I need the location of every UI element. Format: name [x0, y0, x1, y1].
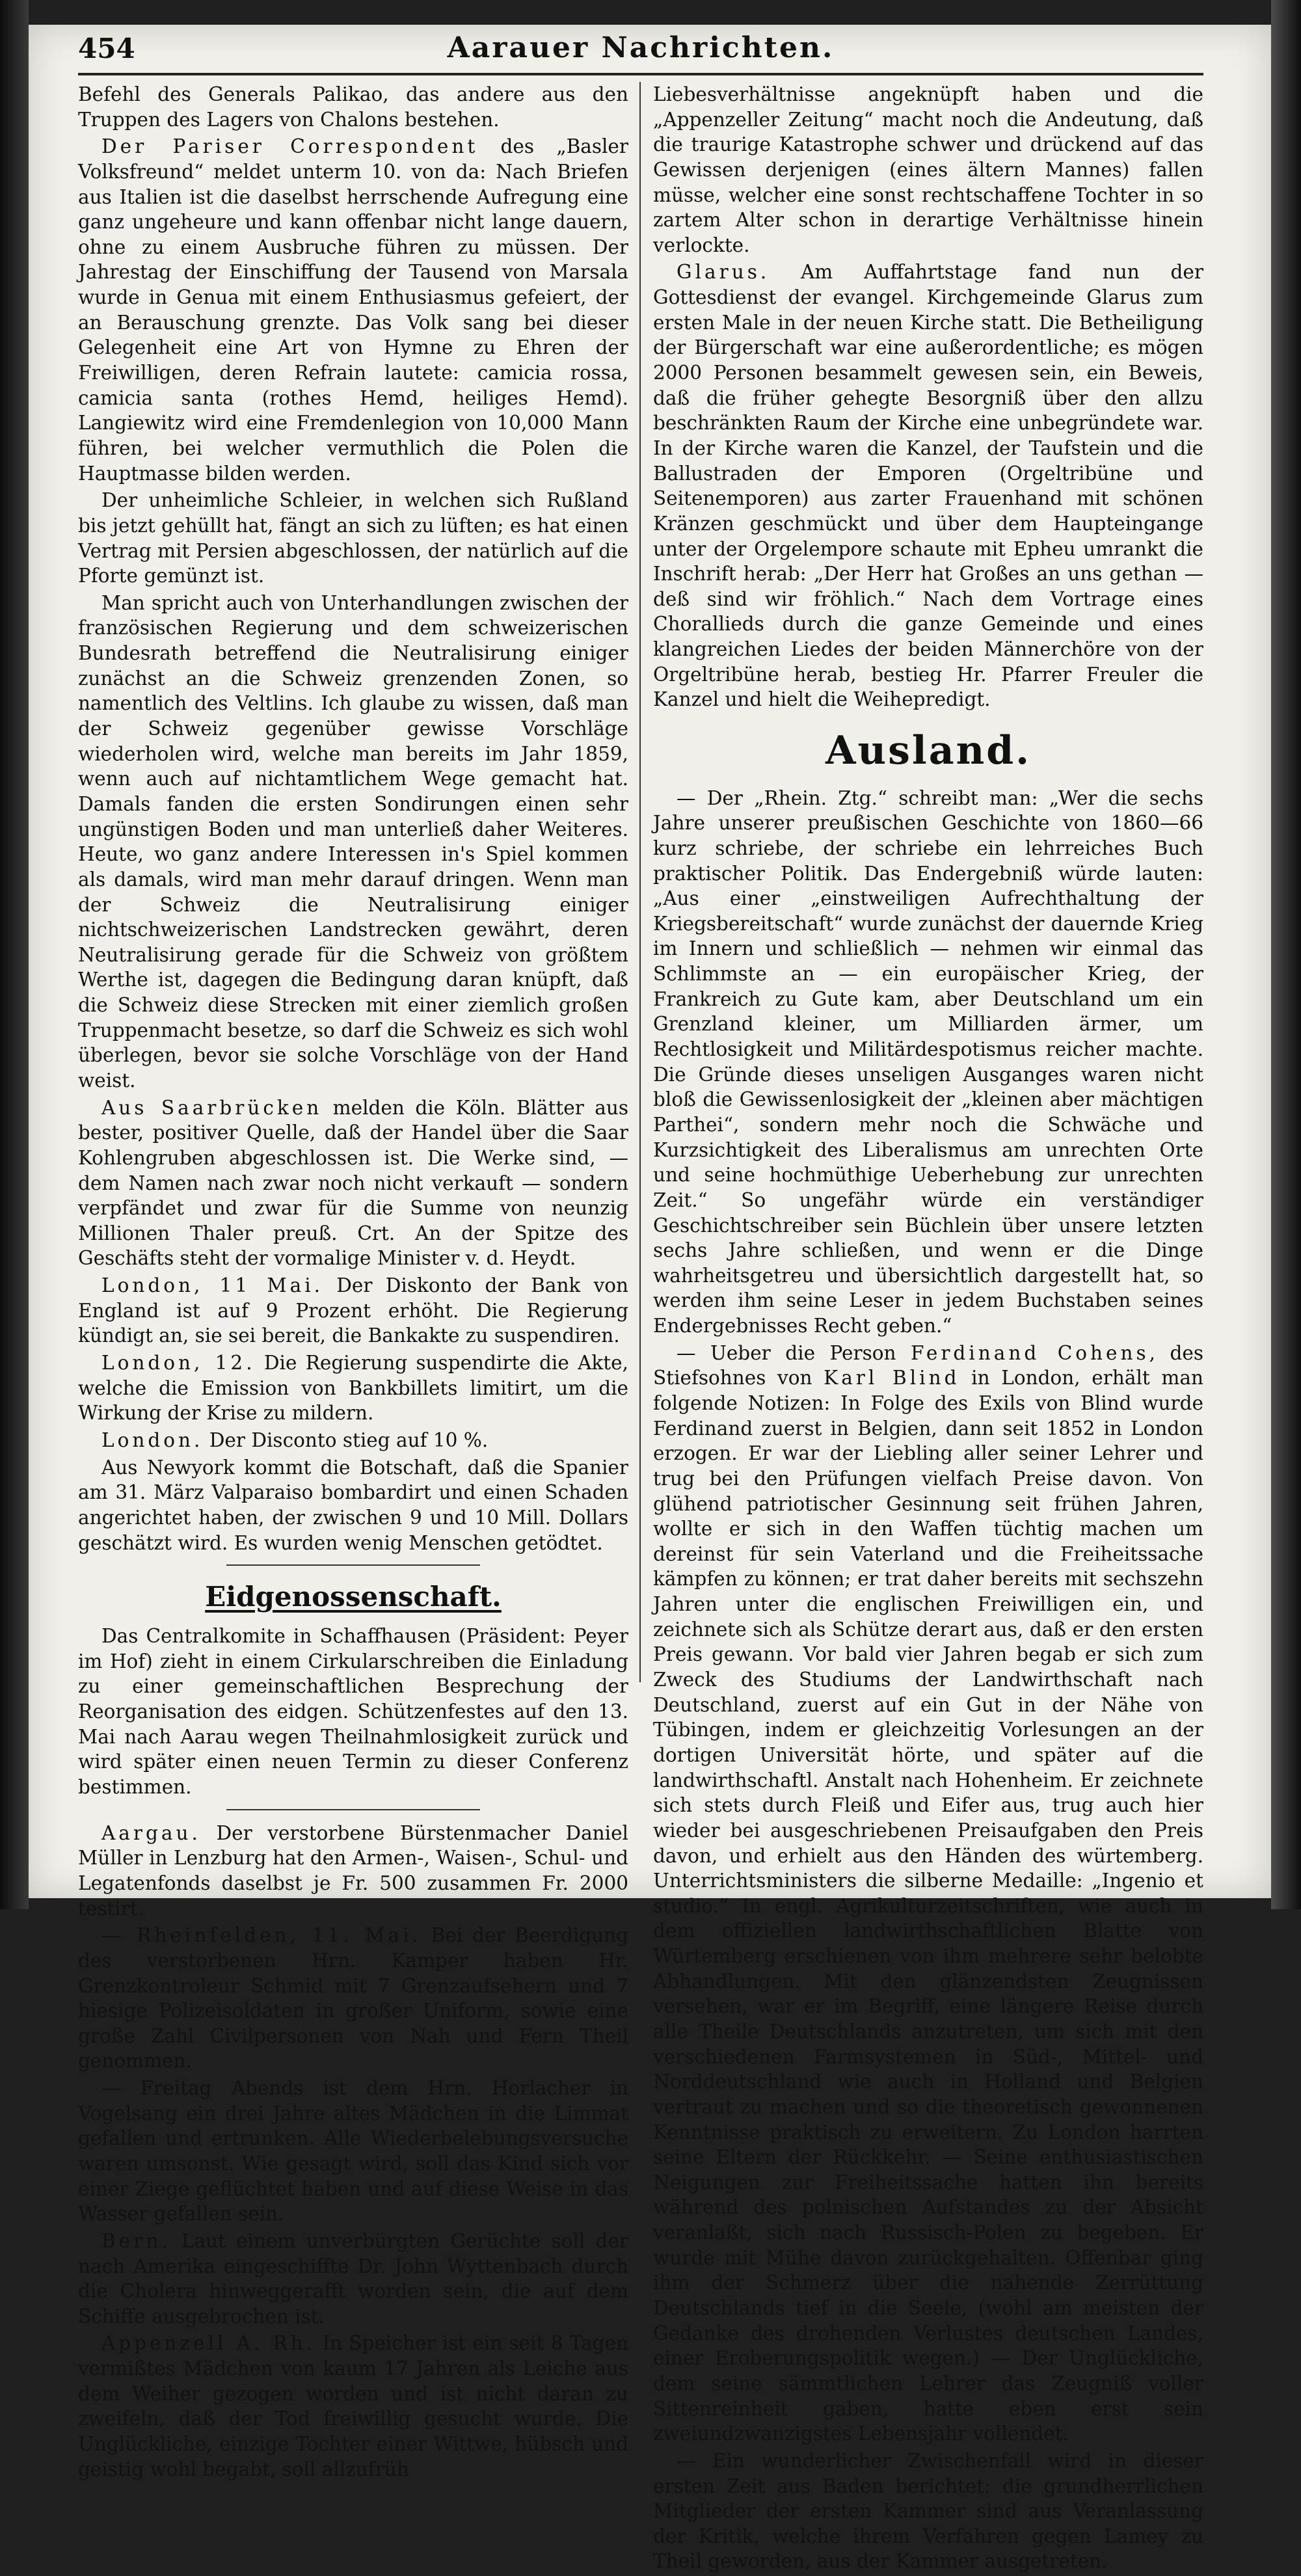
paragraph-text: , des Stiefsohnes von: [653, 1341, 1203, 1389]
dateline: London.: [101, 1429, 204, 1451]
book-spine: [0, 0, 29, 1909]
paragraph-text: melden die Köln. Blätter aus bester, positiver Quelle, daß der Handel über die Saar Kohlengruben abgeschlossen ist. Die Werke sind, — dem Namen nach zwar noch nicht verkauft — sondern verpfändet und zwar für die Summe von neunzig Millionen Thaler preuß. Crt. An der Spitze des Geschäfts steht der vormalige Minister v. d. Heydt.: [78, 1096, 628, 1270]
dateline: Glarus.: [677, 261, 770, 284]
article-paragraph: [653, 260, 1203, 712]
section-divider: [226, 1809, 479, 1810]
dateline: Aargau.: [101, 1821, 201, 1844]
column-rule: [639, 82, 641, 1682]
article-paragraph: Aus Newyork kommt die Botschaft, daß die Spanier am 31. März Valparaiso bombardirt und einen Schaden angerichtet haben, der zwischen 9 und 10 Mill. Dollars geschätzt wird. Es wurden wenig Menschen getödtet.: [78, 1456, 628, 1554]
article-paragraph: — Ein wunderlicher Zwischenfall wird in dieser ersten Zeit aus Baden berichtet: die grundherrlichen Mitglieder der ersten Kammer sind aus Veranlassung der Kritik, welche ihrem Verfahren gegen Lamey zu Theil geworden, aus der Kammer ausgetreten.: [653, 2449, 1203, 2573]
header-rule: [78, 73, 1203, 75]
article-paragraph: [78, 2229, 628, 2329]
right-column: [653, 82, 1203, 2576]
paragraph-text: Der verstorbene Bürstenmacher Daniel Müller in Lenzburg hat den Armen-, Waisen-, Schul- und Legatenfonds daselbst je Fr. 500 zusammen Fr. 2000 testirt.: [78, 1821, 628, 1920]
article-paragraph: [78, 1350, 628, 1426]
paragraph-text: Der Disconto stieg auf 10 %.: [203, 1429, 489, 1451]
left-column: [78, 82, 628, 2484]
article-paragraph: Man spricht auch von Unterhandlungen zwischen der französischen Regierung und dem schweizerischen Bundesrath betreffend die Neutralisirung einiger zunächst an die Schweiz grenzenden Zonen, so namentlich des Veltlins. Ich glaube zu wissen, daß man der Schweiz gegenüber gewisse Vorschläge wiederholen wird, welche man bereits im Jahr 1859, wenn auch auf nichtamtlichem Wege gemacht hat. Damals fanden die ersten Sondirungen einen sehr ungünstigen Boden und man unterließ daher Weiteres. Heute, wo ganz andere Interessen in's Spiel kommen als damals, wird man mehr darauf dringen. Wenn man der Schweiz die Neutralisirung einiger nichtschweizerischen Landstrecken gewährt, deren Neutralisirung gerade für die Schweiz von größtem Werthe ist, dagegen die Bedingung daran knüpft, daß die Schweiz diese Strecken mit einer ziemlich großen Truppenmacht besetze, so darf die Schweiz es sich wohl überlegen, bevor sie solche Vorschläge von der Hand weist.: [78, 591, 628, 1092]
article-paragraph: [78, 134, 628, 486]
article-paragraph: Der unheimliche Schleier, in welchen sich Rußland bis jetzt gehüllt hat, fängt an sich zu lüften; es hat einen Vertrag mit Persien abgeschlossen, der natürlich auf die Pforte gemünzt ist.: [78, 489, 628, 587]
person-name: Ferdinand Cohens: [911, 1341, 1149, 1364]
dateline: London, 11 Mai.: [101, 1274, 324, 1297]
dateline: Der Pariser Correspondent: [101, 135, 479, 158]
article-paragraph: [78, 1821, 628, 1922]
section-divider: [226, 1564, 479, 1566]
paragraph-text: Der Diskonto der Bank von England ist auf 9 Prozent erhöht. Die Regierung kündigt an, sie sei bereit, die Bankakte zu suspendiren.: [78, 1274, 628, 1347]
article-paragraph: — Der „Rhein. Ztg.“ schreibt man: „Wer die sechs Jahre unserer preußischen Geschichte von 1860—66 kurz schriebe, der schriebe ein lehrreiches Buch praktischer Politik. Das Endergebniß würde lauten: „Aus einer „einstweiligen Aufrechthaltung der Kriegsbereitschaft“ wurde zunächst der dauernde Krieg im Innern und schließlich — nehmen wir einmal das Schlimmste an — ein europäischer Krieg, der Frankreich zu Gute kam, aber Deutschland um ein Grenzland kleiner, um Milliarden ärmer, um Rechtlosigkeit und Militärdespotismus reicher machte. Die Gründe dieses unseligen Ausganges waren nicht bloß die Gewissenlosigkeit der „kleinen aber mächtigen Parthei“, sondern mehr noch die Schwäche und Kurzsichtigkeit des Liberalismus am unrechten Orte und seine hochmüthige Ueberhebung zur unrechten Zeit.“ So ungefähr würde ein verständiger Geschichtschreiber sein Büchlein über unsere letzten sechs Jahre schließen, und wenn er die Dinge wahrheitsgetreu und übersichtlich dargestellt hat, so werden ihm seine Leser in jedem Buchstaben seines Endergebnisses Recht geben.“: [653, 786, 1203, 1337]
article-paragraph: [78, 1095, 628, 1271]
paragraph-text: — Ueber die Person: [677, 1341, 911, 1364]
page-edge-shadow: [1271, 0, 1301, 1909]
dateline: Bern.: [101, 2229, 171, 2252]
paragraph-text: Bei der Beerdigung des verstorbenen Hrn. Kamper haben Hr. Grenzkontroleur Schmid mit 7 Grenzaufsehern und 7 hiesige Polizeisoldaten in großer Uniform, sowie eine große Zahl Civilpersonen von Nah und Fern Theil genommen.: [78, 1924, 628, 2073]
dateline: Aus Saarbrücken: [101, 1096, 323, 1119]
dateline: London, 12.: [101, 1352, 256, 1375]
paragraph-text: In Speicher ist ein seit 8 Tagen vermißtes Mädchen von kaum 17 Jahren als Leiche aus dem Weiher gezogen worden und ist nicht daran zu zweifeln, daß der Tod freiwillig gesucht wurde. Die Unglückliche, einzige Tochter einer Wittwe, hübsch und geistig wohl begabt, soll allzufrüh: [78, 2332, 628, 2480]
paragraph-text: Die Regierung suspendirte die Akte, welche die Emission von Bankbillets limitirt, um die Wirkung der Krise zu mildern.: [78, 1352, 628, 1425]
article-paragraph: [653, 1341, 1203, 2447]
article-paragraph: Das Centralkomite in Schaffhausen (Präsident: Peyer im Hof) zieht in einem Cirkularschreiben die Einladung zu einer gemeinschaftlichen Besprechung der Reorganisation des eidgen. Schützenfestes auf den 13. Mai nach Aarau wegen Theilnahmlosigkeit zurück und wird später einen neuen Termin zu dieser Conferenz bestimmen.: [78, 1625, 628, 1799]
article-paragraph: [78, 2331, 628, 2482]
article-paragraph: [78, 1923, 628, 2074]
person-name: Karl Blind: [824, 1367, 960, 1389]
page-number: 454: [78, 33, 135, 64]
article-paragraph: — Freitag Abends ist dem Hrn. Horlacher in Vogelsang ein drei Jahre altes Mädchen in die Limmat gefallen und ertrunken. Alle Wiederbelebungsversuche waren umsonst. Wie gesagt wird, soll das Kind sich vor einer Ziege geflüchtet haben und auf diese Weise in das Wasser gefallen sein.: [78, 2077, 628, 2225]
section-title-ausland: Ausland.: [825, 728, 1032, 774]
paragraph-text: Am Auffahrtstage fand nun der Gottesdienst der evangel. Kirchgemeinde Glarus zum ersten Male in der neuen Kirche statt. Die Betheiligung der Bürgerschaft war eine außerordentliche; es mögen 2000 Personen besammelt gewesen sein, ein Beweis, daß die früher gehegte Besorgniß über den allzu beschränkten Raum der Kirche eine unbegründete war. In der Kirche waren die Kanzel, der Taufstein und die Ballustraden der Emporen (Orgeltribüne und Seitenemporen) aus zarter Frauenhand mit schönen Kränzen geschmückt und über dem Haupteingange unter der Orgelempore schaute mit Epheu umrankt die Inschrift herab: „Der Herr hat Großes an uns gethan — deß sind wir fröhlich.“ Nach dem Vortrage eines Chorallieds durch die ganze Gemeinde und eines klangreichen Liedes der beiden Männerchöre von der Orgeltribüne herab, bestieg Hr. Pfarrer Freuler die Kanzel und hielt die Weihepredigt.: [653, 261, 1203, 711]
paragraph-text: Laut einem unverbürgten Gerüchte soll der nach Amerika eingeschiffte Dr. John Wyttenbach durch die Cholera hinweggerafft worden sein, die auf dem Schiffe ausgebrochen ist.: [78, 2229, 628, 2328]
article-paragraph: [78, 1273, 628, 1348]
page-header: [78, 29, 1203, 70]
section-title-eidgenossenschaft: Eidgenossenschaft.: [205, 1581, 502, 1613]
dateline: Appenzell A. Rh.: [101, 2332, 316, 2355]
paragraph-text: in London, erhält man folgende Notizen: In Folge des Exils von Blind wurde Ferdinand zuerst in Belgien, dann seit 1852 in London erzogen. Er war der Liebling aller seiner Lehrer und trug bei den Prüfungen vielfach Preise davon. Von glühend patriotischer Gesinnung seit frühen Jahren, wollte er sich in den Waffen tüchtig machen um dereinst für sein Vaterland und die Freiheitssache kämpfen zu können; er trat daher bereits mit sechszehn Jahren unter die englischen Freiwilligen ein, und zeichnete sich als Schütze derart aus, daß er den ersten Preis gewann. Vor bald vier Jahren begab er sich zum Zweck des Studiums der Landwirthschaft nach Deutschland, zuerst auf ein Gut in der Nähe von Tübingen, indem er gleichzeitig Vorlesungen an der dortigen Universität hörte, und später auf die landwirthschaftl. Anstalt nach Hohenheim. Er zeichnete sich stets durch Fleiß und Eifer aus, trug auch hier wieder bei ausgeschriebenen Preisaufgaben den Preis davon, und erhielt aus den Händen des würtemberg. Unterrichtsministers die silberne Medaille: „Ingenio et studio.“ In engl. Agrikulturzeitschriften, wie auch in dem offiziellen landwirthschaftlichen Blatte von Würtemberg erschienen von ihm mehrere sehr belobte Abhandlungen. Mit den glänzendsten Zeugnissen versehen, war er im Begriff, eine längere Reise durch alle Theile Deutschlands anzutreten, um sich mit den verschiedenen Farmsystemen in Süd-, Mittel- und Norddeutschland wie auch in Holland und Belgien vertraut zu machen und so die theoretisch gewonnenen Kenntnisse praktisch zu erweitern. Zu London harrten seine Eltern der Rückkehr. — Seine enthusiastischen Neigungen zur Freiheitssache hatten ihn bereits während des polnischen Aufstandes zu der Absicht veranlaßt, sich nach Russisch-Polen zu begeben. Er wurde mit Mühe davon zurückgehalten. Offenbar ging ihm der Schmerz über die nahende Zerrüttung Deutschlands tief in die Seele, (wohl am meisten der Gedanke des drohenden Verlustes deutschen Landes, einer Eroberungspolitik wegen.) — Der Unglückliche, dem seine sämmtlichen Lehrer das Zeugniß voller Sittenreinheit gaben, hatte eben erst sein zweiundzwanzigstes Lebensjahr vollendet.: [653, 1367, 1203, 2445]
dateline: — Rheinfelden, 11. Mai.: [101, 1924, 422, 1947]
masthead-title: Aarauer Nachrichten.: [447, 31, 835, 64]
article-paragraph: [78, 1428, 628, 1453]
article-paragraph: Befehl des Generals Palikao, das andere aus den Truppen des Lagers von Chalons bestehen.: [78, 83, 628, 131]
article-paragraph: Liebesverhältnisse angeknüpft haben und die „Appenzeller Zeitung“ macht noch die Andeutung, daß die traurige Katastrophe schwer und drückend auf das Gewissen derjenigen (eines ältern Mannes) fallen müsse, welcher eine sonst rechtschaffene Tochter in so zartem Alter schon in derartige Verhältnisse hinein verlockte.: [653, 83, 1203, 256]
paragraph-text: des „Basler Volksfreund“ meldet unterm 10. von da: Nach Briefen aus Italien ist die daselbst herrschende Aufregung eine ganz ungeheure und kann offenbar nicht lange dauern, ohne zu einem Ausbruche führen zu müssen. Der Jahrestag der Einschiffung der Tausend von Marsala wurde in Genua mit einem Enthusiasmus gefeiert, der an Berauschung grenzte. Das Volk sang bei dieser Gelegenheit eine Art von Hymne zu Ehren der Freiwilligen, deren Refrain lautete: camicia rossa, camicia santa (rothes Hemd, heiliges Hemd). Langiewitz wird eine Fremdenlegion von 10,000 Mann führen, bei welcher vermuthlich die Polen die Hauptmasse bilden werden.: [78, 135, 628, 485]
